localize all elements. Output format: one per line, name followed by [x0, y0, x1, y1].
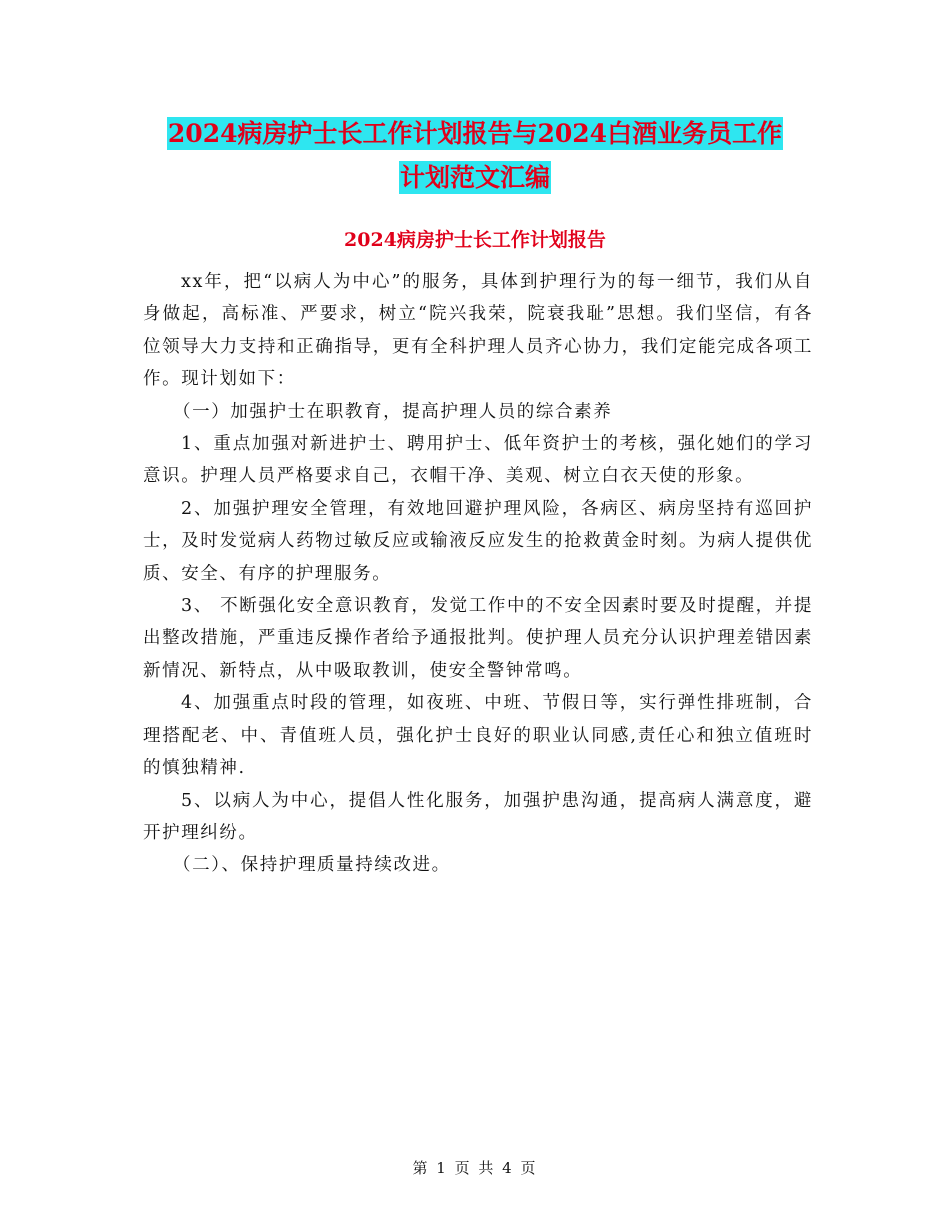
list-item-5: 5、以病人为中心，提倡人性化服务，加强护患沟通，提高病人满意度，避开护理纠纷。: [143, 790, 813, 843]
list-item-4: 4、加强重点时段的管理，如夜班、中班、节假日等，实行弹性排班制，合理搭配老、中、青值班人员，强化护士良好的职业认同感,责任心和独立值班时的慎独精神.: [143, 693, 813, 779]
list-item-3: 3、 不断强化安全意识教育，发觉工作中的不安全因素时要及时提醒，并提出整改措施，严重违反操作者给予通报批判。使护理人员充分认识护理差错因素新情况、新特点，从中吸取教训，使安全警钟常鸣。: [143, 596, 813, 681]
section-title: 2024病房护士长工作计划报告: [344, 229, 606, 251]
document-body: [143, 266, 813, 882]
list-item-1: 1、重点加强对新进护士、聘用护士、低年资护士的考核，强化她们的学习意识。护理人员严格要求自己，衣帽干净、美观、树立白衣天使的形象。: [143, 434, 813, 487]
title-highlight: 2024病房护士长工作计划报告与2024白酒业务员工作: [167, 119, 783, 148]
list-item-2: 2、加强护理安全管理，有效地回避护理风险，各病区、病房坚持有巡回护士，及时发觉病人药物过敏反应或输液反应发生的抢救黄金时刻。为病人提供优质、安全、有序的护理服务。: [143, 498, 813, 584]
title-highlight: 计划范文汇编: [399, 163, 550, 192]
intro-paragraph: xx年，把“以病人为中心”的服务，具体到护理行为的每一细节，我们从自身做起，高标准、严要求，树立“院兴我荣，院衰我耻”思想。我们坚信，有各位领导大力支持和正确指导，更有全科护理人员齐心协力，我们定能完成各项工作。现计划如下：: [143, 272, 813, 390]
section-heading-1: （一）加强护士在职教育，提高护理人员的综合素养: [173, 401, 613, 422]
section-heading-2: （二）、保持护理质量持续改进。: [173, 855, 451, 876]
document-title-line-2: [0, 158, 950, 194]
document-title-line-1: [0, 114, 950, 150]
page-number-footer: 第 1 页 共 4 页: [412, 1159, 538, 1177]
